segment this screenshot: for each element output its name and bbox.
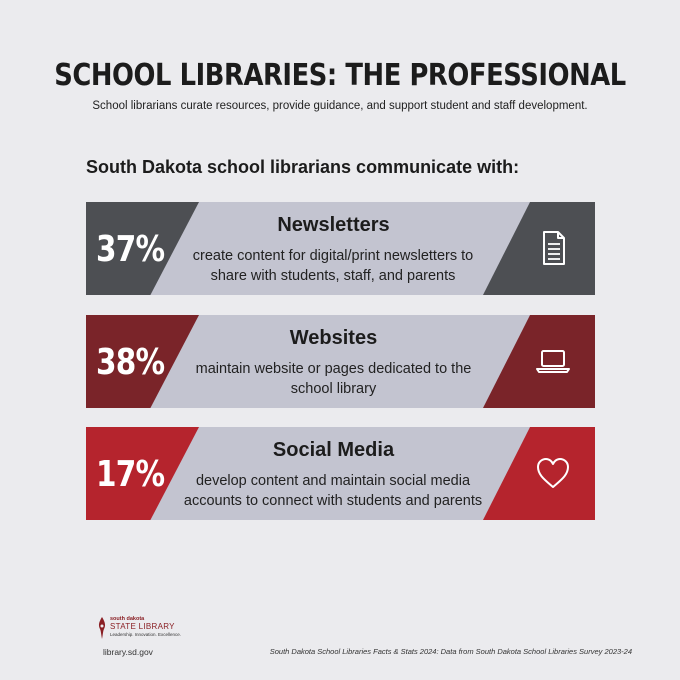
- website-link[interactable]: library.sd.gov: [103, 647, 153, 657]
- logo-text-name: STATE LIBRARY: [110, 622, 175, 631]
- flame-icon: [96, 616, 108, 640]
- stat-row-social-media: [86, 427, 595, 520]
- page-subtitle: School librarians curate resources, provide guidance, and support student and staff development.: [92, 100, 588, 112]
- row-title: Newsletters: [277, 214, 390, 236]
- laptop-icon: [533, 341, 573, 381]
- percent-value: 37%: [96, 229, 165, 270]
- percent-value: 17%: [96, 454, 165, 495]
- page-title: SCHOOL LIBRARIES: THE PROFESSIONAL: [54, 58, 626, 93]
- stat-row-newsletters: [86, 202, 595, 295]
- logo-text-state: south dakota: [110, 616, 145, 622]
- row-title: Social Media: [272, 439, 395, 461]
- source-citation: South Dakota School Libraries Facts & Stats 2024: Data from South Dakota School Libraries Survey 2023-24: [269, 647, 632, 656]
- percent-value: 38%: [96, 342, 165, 383]
- section-heading: South Dakota school librarians communicate with:: [86, 157, 520, 177]
- row-description: develop content and maintain social media accounts to connect with students and parents: [183, 473, 483, 509]
- logo-tagline: Leadership. Innovation. Excellence.: [110, 632, 182, 637]
- state-library-logo: [96, 616, 186, 640]
- row-title: Websites: [289, 327, 378, 349]
- document-icon: [533, 228, 573, 268]
- stat-row-websites: [86, 315, 595, 408]
- row-description: maintain website or pages dedicated to the school library: [195, 361, 472, 397]
- heart-icon: [533, 453, 573, 493]
- row-description: create content for digital/print newsletters to share with students, staff, and parents: [192, 248, 474, 284]
